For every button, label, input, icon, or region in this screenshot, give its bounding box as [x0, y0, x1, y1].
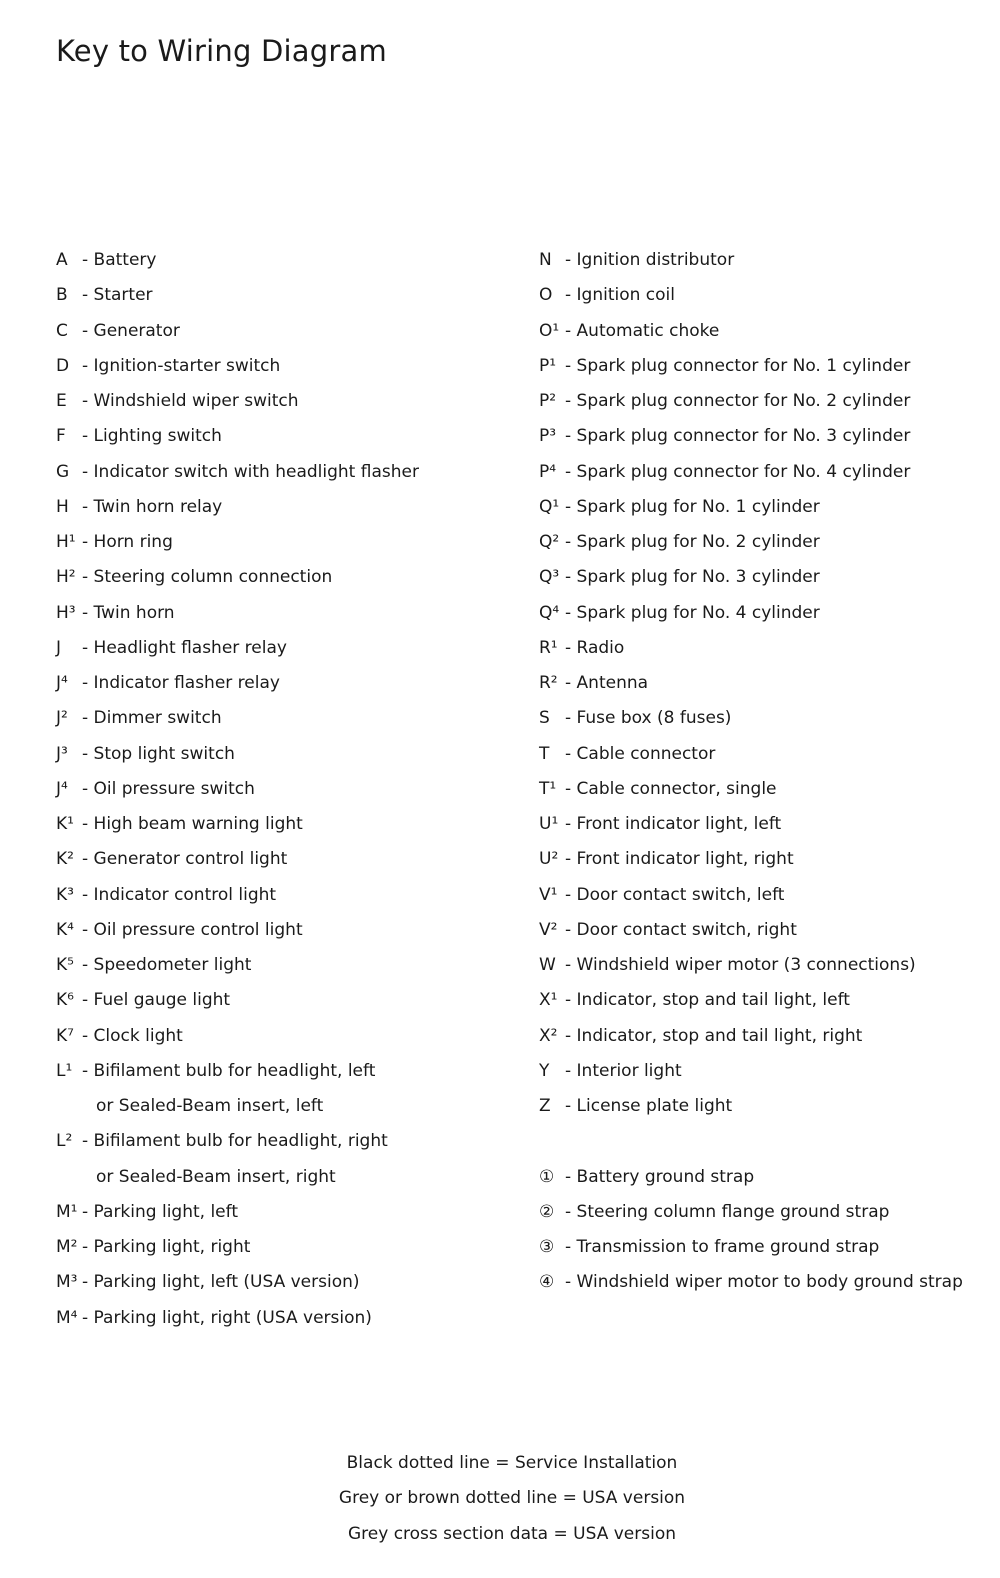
key-description: - Indicator control light	[82, 884, 277, 905]
key-code: Q¹	[539, 496, 560, 517]
key-description: - Spark plug connector for No. 4 cylinder	[565, 461, 911, 482]
key-description: - Battery	[82, 250, 157, 270]
key-description: - Interior light	[565, 1060, 682, 1081]
key-description: - Parking light, left	[82, 1201, 238, 1222]
key-description: - Indicator, stop and tail light, left	[565, 990, 850, 1011]
key-code: H²	[56, 567, 76, 588]
key-description: - Indicator, stop and tail light, right	[565, 1025, 863, 1046]
key-description: - License plate light	[565, 1096, 733, 1116]
key-code: K⁶	[56, 990, 74, 1011]
legend-line-service: Black dotted line = Service Installation	[346, 1453, 678, 1473]
key-description: or Sealed-Beam insert, left	[96, 1096, 324, 1116]
key-code: N	[539, 250, 552, 270]
key-code: H¹	[56, 532, 76, 552]
key-code: O	[539, 285, 553, 306]
key-description: - Lighting switch	[82, 426, 222, 447]
key-description: - Horn ring	[82, 532, 173, 552]
key-code: ③	[539, 1237, 555, 1257]
key-description: - Generator control light	[82, 849, 288, 870]
key-description: - Windshield wiper motor (3 connections)	[565, 955, 916, 975]
key-code: P³	[539, 426, 557, 447]
page-title: Key to Wiring Diagram	[56, 34, 387, 68]
key-code: H	[56, 496, 69, 517]
key-description: - Spark plug for No. 1 cylinder	[565, 496, 820, 517]
key-description: - Front indicator light, left	[565, 814, 782, 834]
key-code: H³	[56, 602, 76, 623]
key-code: V²	[539, 919, 558, 940]
key-code: Y	[539, 1060, 550, 1081]
key-code: M⁴	[56, 1307, 78, 1328]
key-description: - Indicator switch with headlight flasher	[82, 461, 419, 482]
key-code: K⁷	[56, 1025, 74, 1046]
key-description: - Parking light, left (USA version)	[82, 1272, 360, 1293]
key-code: A	[56, 250, 68, 270]
key-code: M¹	[56, 1201, 78, 1222]
key-description: - Front indicator light, right	[565, 849, 794, 870]
legend-line-usa-dotted: Grey or brown dotted line = USA version	[338, 1488, 686, 1509]
key-description: - Twin horn	[82, 602, 175, 623]
key-description: - Parking light, right (USA version)	[82, 1307, 372, 1328]
key-description: - Cable connector, single	[565, 778, 777, 799]
key-code: O¹	[539, 320, 560, 341]
key-code: J⁴	[56, 673, 68, 693]
key-description: - Antenna	[565, 673, 649, 693]
key-description: - Headlight flasher relay	[82, 637, 287, 658]
key-description: - Dimmer switch	[82, 708, 222, 729]
key-description: - Cable connector	[565, 743, 716, 764]
key-code: P⁴	[539, 461, 557, 482]
key-description: - Automatic choke	[565, 320, 720, 341]
key-description: - Transmission to frame ground strap	[565, 1237, 880, 1257]
key-description: - Bifilament bulb for headlight, left	[82, 1060, 376, 1081]
key-code: ②	[539, 1201, 555, 1222]
key-code: Z	[539, 1096, 551, 1116]
key-code: K⁵	[56, 955, 74, 975]
key-code: S	[539, 708, 550, 729]
key-code: J	[56, 637, 62, 658]
key-description: - Door contact switch, right	[565, 919, 797, 940]
key-description: - Oil pressure control light	[82, 919, 303, 940]
key-description: - Spark plug connector for No. 3 cylinder	[565, 426, 911, 447]
key-code: Q³	[539, 567, 560, 588]
key-code: J⁴	[56, 778, 68, 799]
line-legend	[0, 1446, 1000, 1552]
key-description: - Parking light, right	[82, 1237, 251, 1257]
key-description: - Steering column flange ground strap	[565, 1201, 890, 1222]
key-description: - Twin horn relay	[82, 496, 223, 517]
key-code: L¹	[56, 1060, 73, 1081]
key-description: - Spark plug connector for No. 1 cylinder	[565, 355, 911, 376]
key-code: K¹	[56, 814, 74, 834]
key-description: - Spark plug for No. 4 cylinder	[565, 602, 820, 623]
key-code: M²	[56, 1237, 78, 1257]
key-code: X²	[539, 1025, 558, 1046]
key-code: T	[539, 743, 550, 764]
key-description: - Starter	[82, 285, 153, 306]
key-description: - Spark plug connector for No. 2 cylinder	[565, 391, 911, 411]
key-code: U²	[539, 849, 559, 870]
key-description: - Spark plug for No. 3 cylinder	[565, 567, 820, 588]
key-code: K³	[56, 884, 74, 905]
key-code: U¹	[539, 814, 559, 834]
key-description: - Fuel gauge light	[82, 990, 231, 1011]
key-description: - Door contact switch, left	[565, 884, 785, 905]
key-code: L²	[56, 1131, 73, 1152]
key-code: J³	[56, 743, 68, 764]
key-description: or Sealed-Beam insert, right	[96, 1166, 336, 1187]
key-description: - Stop light switch	[82, 743, 235, 764]
key-code: ④	[539, 1272, 555, 1293]
key-description: - Ignition coil	[565, 285, 676, 306]
key-description: - Windshield wiper motor to body ground strap	[565, 1272, 963, 1293]
key-code: Q⁴	[539, 602, 560, 623]
key-description: - Fuse box (8 fuses)	[565, 708, 732, 729]
key-description: - Clock light	[82, 1025, 183, 1046]
key-code: Q²	[539, 532, 560, 552]
key-description: - Steering column connection	[82, 567, 333, 588]
key-description: - Spark plug for No. 2 cylinder	[565, 532, 820, 552]
key-code: C	[56, 320, 68, 341]
legend-line-usa-cross-section: Grey cross section data = USA version	[347, 1523, 676, 1544]
key-code: T¹	[539, 778, 557, 799]
key-code: F	[56, 426, 66, 447]
key-code: V¹	[539, 884, 558, 905]
key-description: - Radio	[565, 637, 625, 658]
key-code: R²	[539, 673, 558, 693]
key-code: X¹	[539, 990, 558, 1011]
key-description: - Battery ground strap	[565, 1166, 755, 1187]
key-code: K²	[56, 849, 74, 870]
key-description: - High beam warning light	[82, 814, 303, 834]
key-description: - Bifilament bulb for headlight, right	[82, 1131, 388, 1152]
key-description: - Speedometer light	[82, 955, 252, 975]
key-description: - Ignition-starter switch	[82, 355, 281, 376]
key-code: W	[539, 955, 556, 975]
key-code: G	[56, 461, 70, 482]
key-description: - Indicator flasher relay	[82, 673, 280, 693]
key-code: P²	[539, 391, 557, 411]
key-description: - Generator	[82, 320, 180, 341]
key-code: R¹	[539, 637, 558, 658]
key-code: E	[56, 391, 67, 411]
key-code: K⁴	[56, 919, 74, 940]
key-code: P¹	[539, 355, 557, 376]
key-code: J²	[56, 708, 68, 729]
key-code: B	[56, 285, 68, 306]
key-code: D	[56, 355, 70, 376]
key-description: - Windshield wiper switch	[82, 391, 299, 411]
key-description: - Ignition distributor	[565, 250, 735, 270]
key-code: ①	[539, 1166, 555, 1187]
key-code: M³	[56, 1272, 78, 1293]
key-description: - Oil pressure switch	[82, 778, 255, 799]
